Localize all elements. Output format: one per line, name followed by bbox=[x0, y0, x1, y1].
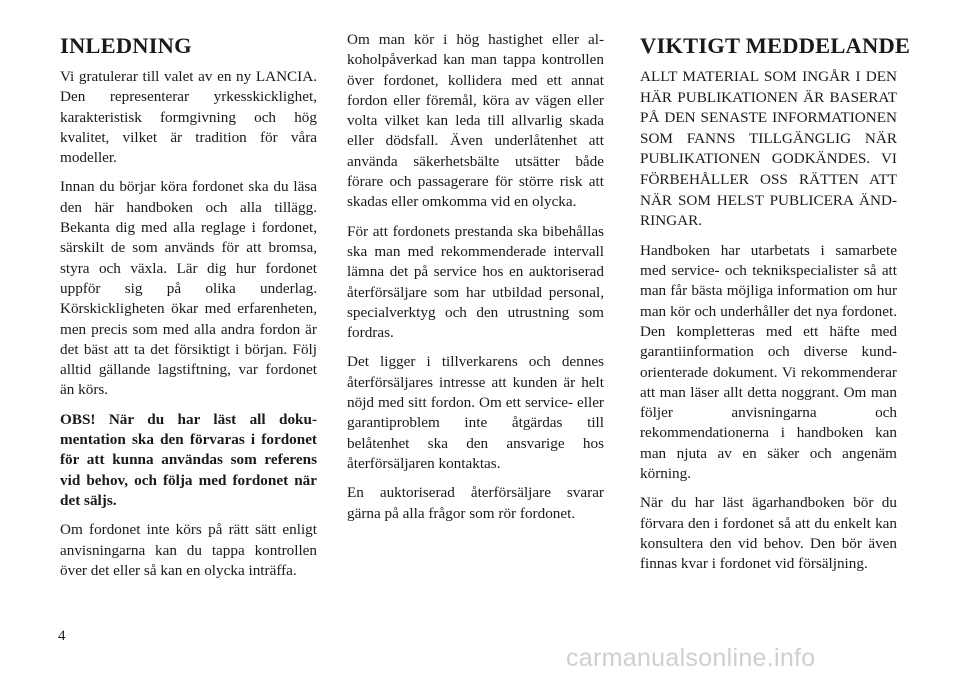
heading-viktigt-meddelande: VIKTIGT MEDDELANDE bbox=[640, 33, 911, 58]
paragraph: Om man kör i hög hastighet eller alkoholpåverkad kan man tappa kontrollen över fordonet, kollidera med ett annat fordon eller föremål, köra av vägen eller volta vilket kan leda till allvarlig skada eller dödsfall. Även underlåtenhet att använda säkerhetsbälte utsätter både förare och passagerare för större risk att skadas eller omkomma vid en olycka. bbox=[347, 31, 604, 211]
paragraph: En auktoriserad återförsäljare svarar gärna på alla frågor som rör fordonet. bbox=[347, 484, 604, 522]
paragraph: När du har läst ägarhandboken bör du förvara den i fordonet så att du enkelt kan konsultera den vid behov. Den bör även finnas kvar i fordonet vid försäljning. bbox=[640, 494, 897, 573]
paragraph: Om fordonet inte körs på rätt sätt enligt anvisningarna kan du tappa kontrollen över det eller så kan en olycka inträffa. bbox=[60, 521, 317, 579]
column-middle bbox=[347, 30, 604, 533]
column-left bbox=[60, 30, 317, 590]
paragraph: Innan du börjar köra fordonet ska du läsa den här handboken och alla tillägg. Bekanta dig med alla reglage i fordonet, särskilt de som används för att bromsa, styra och växla. Lär dig hur fordonet uppför sig på olika underlag. Körskickligheten ökar med erfarenheten, men precis som med alla andra fordon är det bäst att ta det försiktigt i början. Följ alltid gällande lagstiftning, var fordonet än körs. bbox=[60, 178, 317, 399]
paragraph: Handboken har utarbetats i samarbete med service- och teknikspecialister så att man får bästa möjliga information om hur man kör och underhåller det nya fordonet. Den kompletteras med ett häfte med garantiinformation och diverse kundorienterade dokument. Vi rekommenderar att man läser allt detta noggrant. Om man följer anvisningarna och rekommendationerna i handboken kan man njuta av en säker och angenäm körning. bbox=[640, 241, 897, 483]
paragraph: Vi gratulerar till valet av en ny LANCIA. Den representerar yrkesskicklighet, karakteristisk formgivning och hög kvalitet, vilket är tradition för våra modeller. bbox=[60, 68, 317, 167]
watermark: carmanualsonline.info bbox=[566, 644, 816, 672]
notice-paragraph: OBS! När du har läst all dokumentation ska den förvaras i fordonet för att kunna användas som referens vid behov, och följa med fordonet när det säljs. bbox=[60, 410, 317, 509]
column-right bbox=[640, 30, 911, 584]
heading-inledning: INLEDNING bbox=[60, 33, 192, 58]
page-number: 4 bbox=[58, 628, 66, 644]
paragraph: För att fordonets prestanda ska bibehållas ska man med rekommenderade intervall lämna det på service hos en auktoriserad återförsäljare som har utbildad personal, specialverktyg och den utrustning som fordras. bbox=[347, 222, 604, 342]
caps-paragraph: ALLT MATERIAL SOM INGÅR I DEN HÄR PUBLIKATIONEN ÄR BASERAT PÅ DEN SENASTE INFORMATIONEN SOM FANNS TILLGÄNGLIG NÄR PUBLIKATIONEN GODKÄNDES. VI FÖRBEHÅLLER OSS RÄTTEN ATT NÄR SOM HELST PUBLICERA ÄNDRINGAR. bbox=[640, 68, 897, 230]
paragraph: Det ligger i tillverkarens och dennes återförsäljares intresse att kunden är helt nöjd med sitt fordon. Om ett service- eller garantiproblem inte åtgärdas till belåtenhet ska den ansvarige hos återförsäljaren kontaktas. bbox=[347, 353, 604, 472]
